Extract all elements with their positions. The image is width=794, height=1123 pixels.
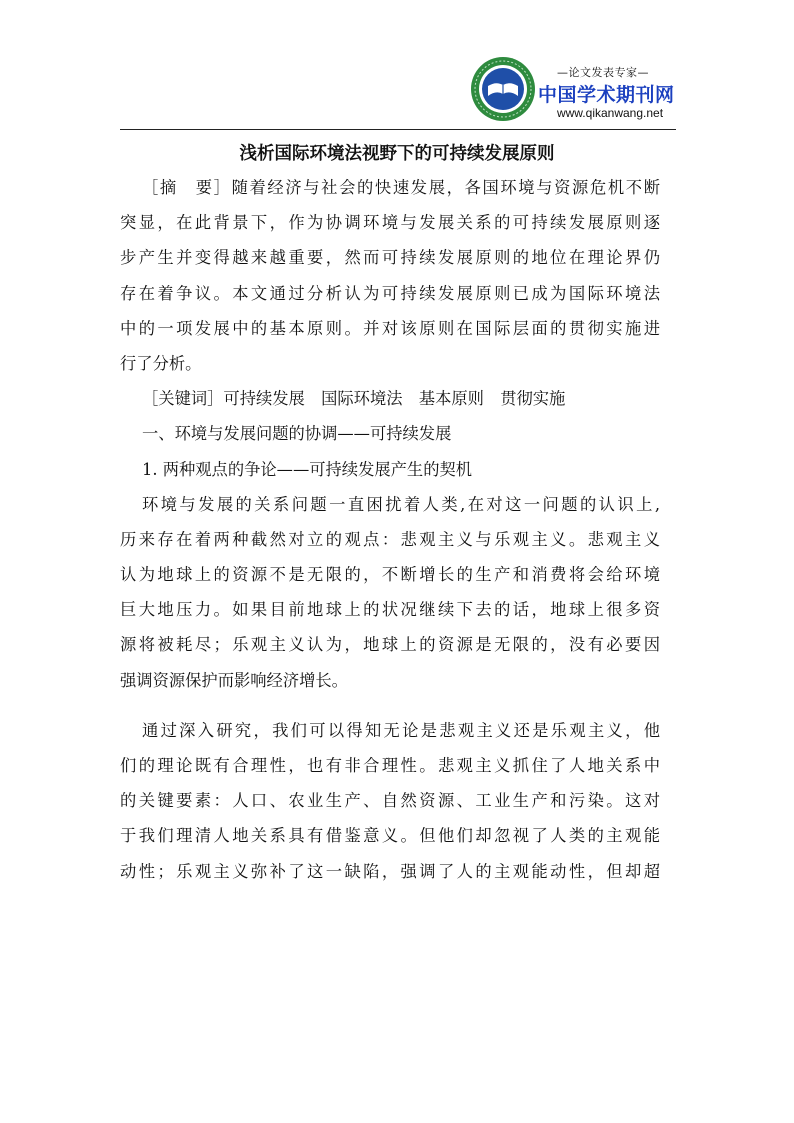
subsection-heading: 1. 两种观点的争论——可持续发展产生的契机 <box>142 459 473 479</box>
body-line: 突显，在此背景下，作为协调环境与发展关系的可持续发展原则逐 <box>120 213 660 233</box>
article-title: 浅析国际环境法视野下的可持续发展原则 <box>239 144 555 164</box>
seal-logo-icon <box>470 56 536 122</box>
body-line: 存在着争议。本文通过分析认为可持续发展原则已成为国际环境法 <box>120 283 660 303</box>
body-line: 强调资源保护而影响经济增长。 <box>120 670 348 690</box>
article-body <box>120 170 660 889</box>
logo-url: www.qikanwang.net <box>556 106 664 120</box>
body-line: 动性；乐观主义弥补了这一缺陷，强调了人的主观能动性，但却超 <box>120 861 660 881</box>
body-line: 通过深入研究，我们可以得知无论是悲观主义还是乐观主义，他 <box>142 720 660 740</box>
body-line: 们的理论既有合理性，也有非合理性。悲观主义抓住了人地关系中 <box>120 756 660 775</box>
body-line: 认为地球上的资源不是无限的，不断增长的生产和消费将会给环境 <box>120 565 660 585</box>
logo-tagline: —论文发表专家— <box>557 66 649 79</box>
keywords-line: ［关键词］可持续发展 国际环境法 基本原则 贯彻实施 <box>142 389 566 409</box>
body-line: 于我们理清人地关系具有借鉴意义。但他们却忽视了人类的主观能 <box>120 826 660 846</box>
body-line: 行了分析。 <box>120 353 202 373</box>
logo-brand-name: 中国学术期刊网 <box>538 84 675 106</box>
body-line: 步产生并变得越来越重要，然而可持续发展原则的地位在理论界仍 <box>120 248 660 268</box>
body-line: 历来存在着两种截然对立的观点：悲观主义与乐观主义。悲观主义 <box>120 529 660 549</box>
body-line: 环境与发展的关系问题一直困扰着人类,在对这一问题的认识上, <box>142 494 660 514</box>
journal-logo <box>470 54 680 130</box>
header-rule <box>120 129 676 130</box>
section-heading: 一、环境与发展问题的协调——可持续发展 <box>142 424 452 444</box>
body-line: ［摘 要］随着经济与社会的快速发展，各国环境与资源危机不断 <box>142 178 660 197</box>
body-line: 巨大地压力。如果目前地球上的状况继续下去的话，地球上很多资 <box>120 600 660 620</box>
body-line: 的关键要素：人口、农业生产、自然资源、工业生产和污染。这对 <box>120 791 660 811</box>
body-line: 中的一项发展中的基本原则。并对该原则在国际层面的贯彻实施进 <box>120 318 660 338</box>
body-line: 源将被耗尽；乐观主义认为，地球上的资源是无限的，没有必要因 <box>120 635 660 655</box>
